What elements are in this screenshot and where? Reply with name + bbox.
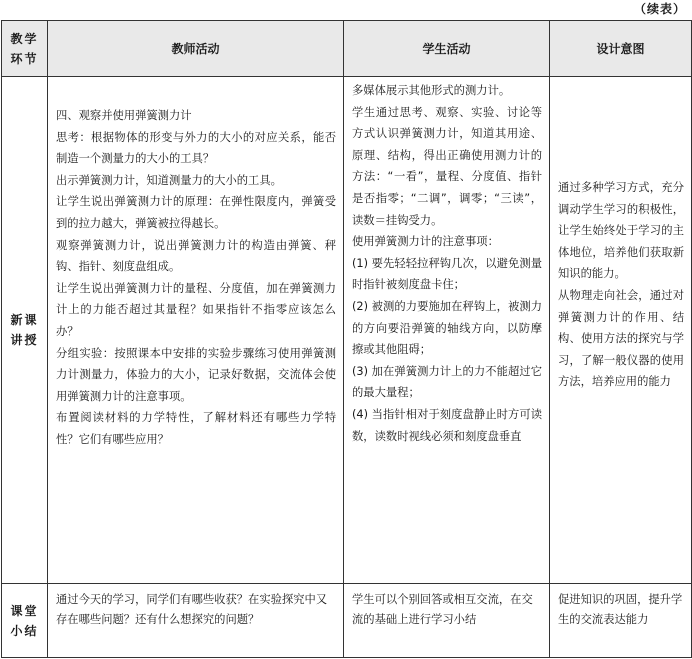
table-header-row xyxy=(2,21,692,77)
summary-design-cell xyxy=(550,584,692,658)
summary-teacher-cell xyxy=(48,584,344,658)
stage-summary: 课堂 小结 xyxy=(2,584,48,658)
teacher-paragraph: 思考：根据物体的形变与外力的大小的对应关系，能否制造一个测量力的大小的工具？ xyxy=(56,130,336,166)
student-activity-cell xyxy=(344,77,550,584)
student-paragraph: 使用弹簧测力计的注意事项： xyxy=(352,235,499,249)
teacher-activity-cell xyxy=(48,77,344,584)
summary-student-cell xyxy=(344,584,550,658)
teacher-paragraph: 分组实验：按照课本中安排的实验步骤练习使用弹簧测力计测量力，体验力的大小，记录好数据，交流体会使用弹簧测力计的注意事项。 xyxy=(56,346,336,403)
summary-teacher-text: 通过今天的学习，同学们有哪些收获？在实验探究中又存在哪些问题？还有什么想探究的问题？ xyxy=(56,593,328,626)
continued-label: （续表） xyxy=(633,2,686,16)
header-teacher: 教师活动 xyxy=(48,21,344,77)
table-row-new-lesson xyxy=(2,77,692,584)
stage-new-lesson: 新课 讲授 xyxy=(2,77,48,584)
table-row-summary xyxy=(2,584,692,658)
student-paragraph: 学生通过思考、观察、实验、讨论等方式认识弹簧测力计，知道其用途、原理、结构，得出正确使用测力计的方法：“一看”，量程、分度值、指针是否指零；“二调”，调零；“三读”，读数＝挂钩受力。 xyxy=(352,105,542,227)
design-intent-cell xyxy=(550,77,692,584)
teacher-paragraph: 四、观察并使用弹簧测力计 xyxy=(56,109,192,122)
teacher-paragraph: 观察弹簧测力计，说出弹簧测力计的构造由弹簧、秤钩、指针、刻度盘组成。 xyxy=(56,238,336,274)
teacher-paragraph: 出示弹簧测力计，知道测量力的大小的工具。 xyxy=(56,173,282,187)
student-paragraph: 多媒体展示其他形式的测力计。 xyxy=(352,84,511,97)
summary-student-text: 学生可以个别回答或相互交流，在交流的基础上进行学习小结 xyxy=(352,593,533,626)
teacher-paragraph: 布置阅读材料的力学特性，了解材料还有哪些力学特性？它们有哪些应用？ xyxy=(56,411,336,446)
summary-design-text: 促进知识的巩固，提升学生的交流表达能力 xyxy=(558,593,683,626)
student-paragraph: (2) 被测的力要施加在秤钩上，被测力的方向要沿弹簧的轴线方向，以防摩擦或其他阻碍； xyxy=(352,299,542,357)
student-paragraph: (4) 当指针相对于刻度盘静止时方可读数，读数时视线必须和刻度盘垂直 xyxy=(352,407,542,443)
header-student: 学生活动 xyxy=(344,21,550,77)
teacher-paragraph: 让学生说出弹簧测力计的原理：在弹性限度内，弹簧受到的拉力越大，弹簧被拉得越长。 xyxy=(56,195,336,230)
student-paragraph: (3) 加在弹簧测力计上的力不能超过它的最大量程； xyxy=(352,364,542,400)
design-paragraph: 通过多种学习方式，充分调动学生学习的积极性，让学生始终处于学习的主体地位，培养他们获取新知识的能力。 xyxy=(558,181,684,281)
design-paragraph: 从物理走向社会，通过对弹簧测力计的作用、结构、使用方法的探究与学习，了解一般仪器的使用方法，培养应用的能力 xyxy=(558,288,684,389)
header-design: 设计意图 xyxy=(550,21,692,77)
lesson-plan-table xyxy=(1,20,692,658)
student-paragraph: (1) 要先轻轻拉秤钩几次，以避免测量时指针被刻度盘卡住； xyxy=(352,256,542,292)
header-stage: 教学 环节 xyxy=(2,21,48,77)
teacher-paragraph: 让学生说出弹簧测力计的量程、分度值，加在弹簧测力计上的力能否超过其量程？如果指针不指零应该怎么办？ xyxy=(56,281,336,338)
